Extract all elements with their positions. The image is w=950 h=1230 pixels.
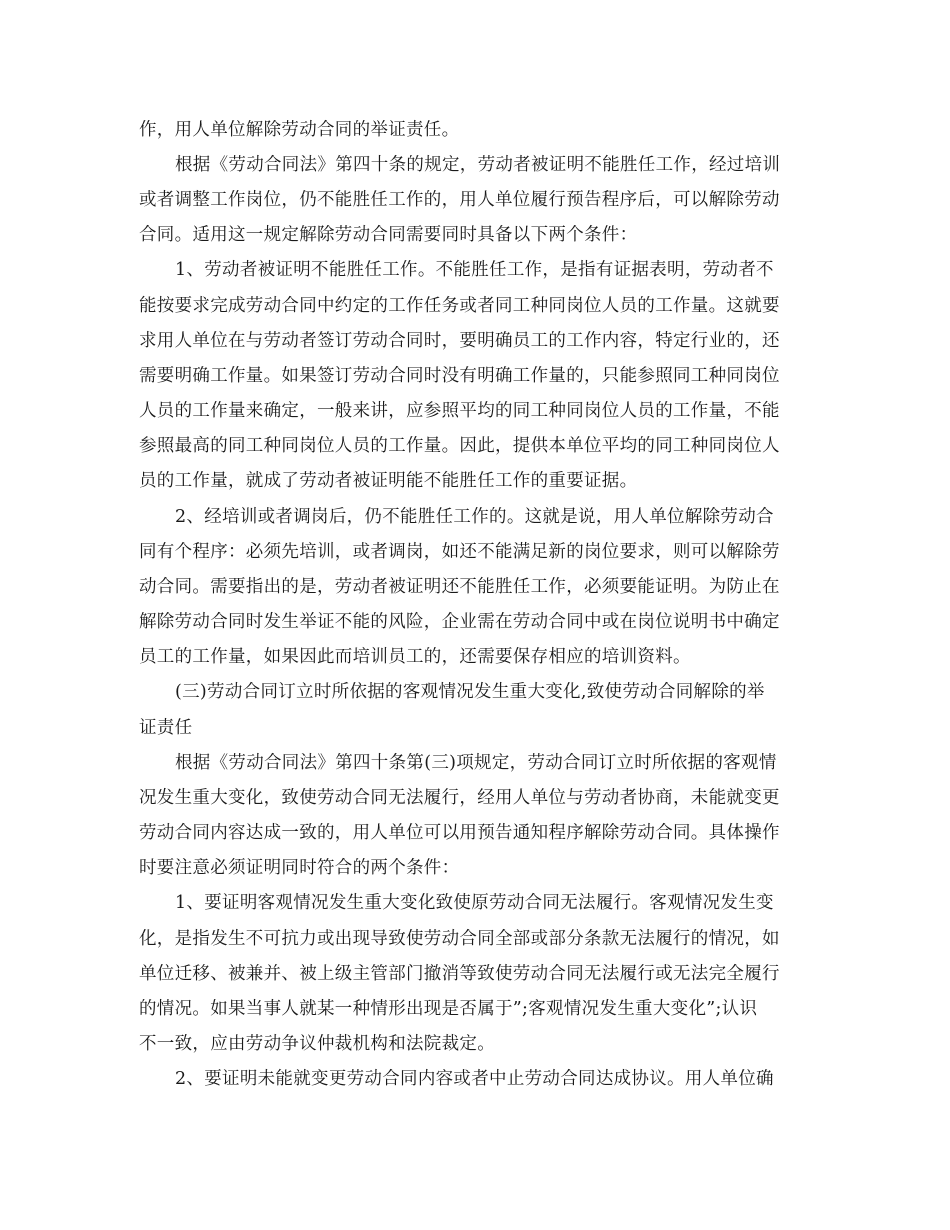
- text-line: 需要明确工作量。如果签订劳动合同时没有明确工作量的，只能参照同工种同岗位: [139, 366, 780, 386]
- text-line: 化，是指发生不可抗力或出现导致使劳动合同全部或部分条款无法履行的情况，如: [139, 929, 780, 949]
- text-line: 员工的工作量，如果因此而培训员工的，还需要保存相应的培训资料。: [139, 647, 691, 667]
- text-line: 况发生重大变化，致使劳动合同无法履行，经用人单位与劳动者协商，未能就变更: [139, 788, 780, 808]
- text-line: 时要注意必须证明同时符合的两个条件：: [139, 858, 460, 878]
- text-line: 不一致，应由劳动争议仲裁机构和法院裁定。: [139, 1034, 495, 1054]
- text-line: (三)劳动合同订立时所依据的客观情况发生重大变化,致使劳动合同解除的举: [175, 682, 765, 702]
- text-line: 解除劳动合同时发生举证不能的风险，企业需在劳动合同中或在岗位说明书中确定: [139, 612, 780, 632]
- text-line: 2、经培训或者调岗后，仍不能胜任工作的。这就是说，用人单位解除劳动合: [175, 507, 774, 527]
- text-line: 同有个程序：必须先培训，或者调岗，如还不能满足新的岗位要求，则可以解除劳: [139, 542, 780, 562]
- text-line: 劳动合同内容达成一致的，用人单位可以用预告通知程序解除劳动合同。具体操作: [139, 823, 780, 843]
- text-line: 1、要证明客观情况发生重大变化致使原劳动合同无法履行。客观情况发生变: [175, 893, 774, 913]
- text-line: 的情况。如果当事人就某一种情形出现是否属于”;客观情况发生重大变化”;认识: [139, 999, 758, 1019]
- text-line: 能按要求完成劳动合同中约定的工作任务或者同工种同岗位人员的工作量。这就要: [139, 296, 780, 316]
- text-line: 2、要证明未能就变更劳动合同内容或者中止劳动合同达成协议。用人单位确: [175, 1069, 774, 1089]
- text-line: 证责任: [139, 718, 193, 738]
- text-line: 人员的工作量来确定，一般来讲，应参照平均的同工种同岗位人员的工作量，不能: [139, 401, 780, 421]
- text-line: 动合同。需要指出的是，劳动者被证明还不能胜任工作，必须要能证明。为防止在: [139, 577, 780, 597]
- text-line: 员的工作量，就成了劳动者被证明能不能胜任工作的重要证据。: [139, 471, 638, 491]
- text-line: 1、劳动者被证明不能胜任工作。不能胜任工作，是指有证据表明，劳动者不: [175, 260, 774, 280]
- text-line: 参照最高的同工种同岗位人员的工作量。因此，提供本单位平均的同工种同岗位人: [139, 436, 780, 456]
- text-line: 合同。适用这一规定解除劳动合同需要同时具备以下两个条件：: [139, 225, 638, 245]
- text-line: 根据《劳动合同法》第四十条第(三)项规定，劳动合同订立时所依据的客观情: [175, 753, 777, 773]
- text-line: 根据《劳动合同法》第四十条的规定，劳动者被证明不能胜任工作，经过培训: [175, 155, 781, 175]
- text-line: 单位迁移、被兼并、被上级主管部门撤消等致使劳动合同无法履行或无法完全履行: [139, 964, 780, 984]
- text-line: 求用人单位在与劳动者签订劳动合同时，要明确员工的工作内容，特定行业的，还: [139, 331, 780, 351]
- text-line: 或者调整工作岗位，仍不能胜任工作的，用人单位履行预告程序后，可以解除劳动: [139, 190, 780, 210]
- text-line: 作，用人单位解除劳动合同的举证责任。: [139, 120, 460, 140]
